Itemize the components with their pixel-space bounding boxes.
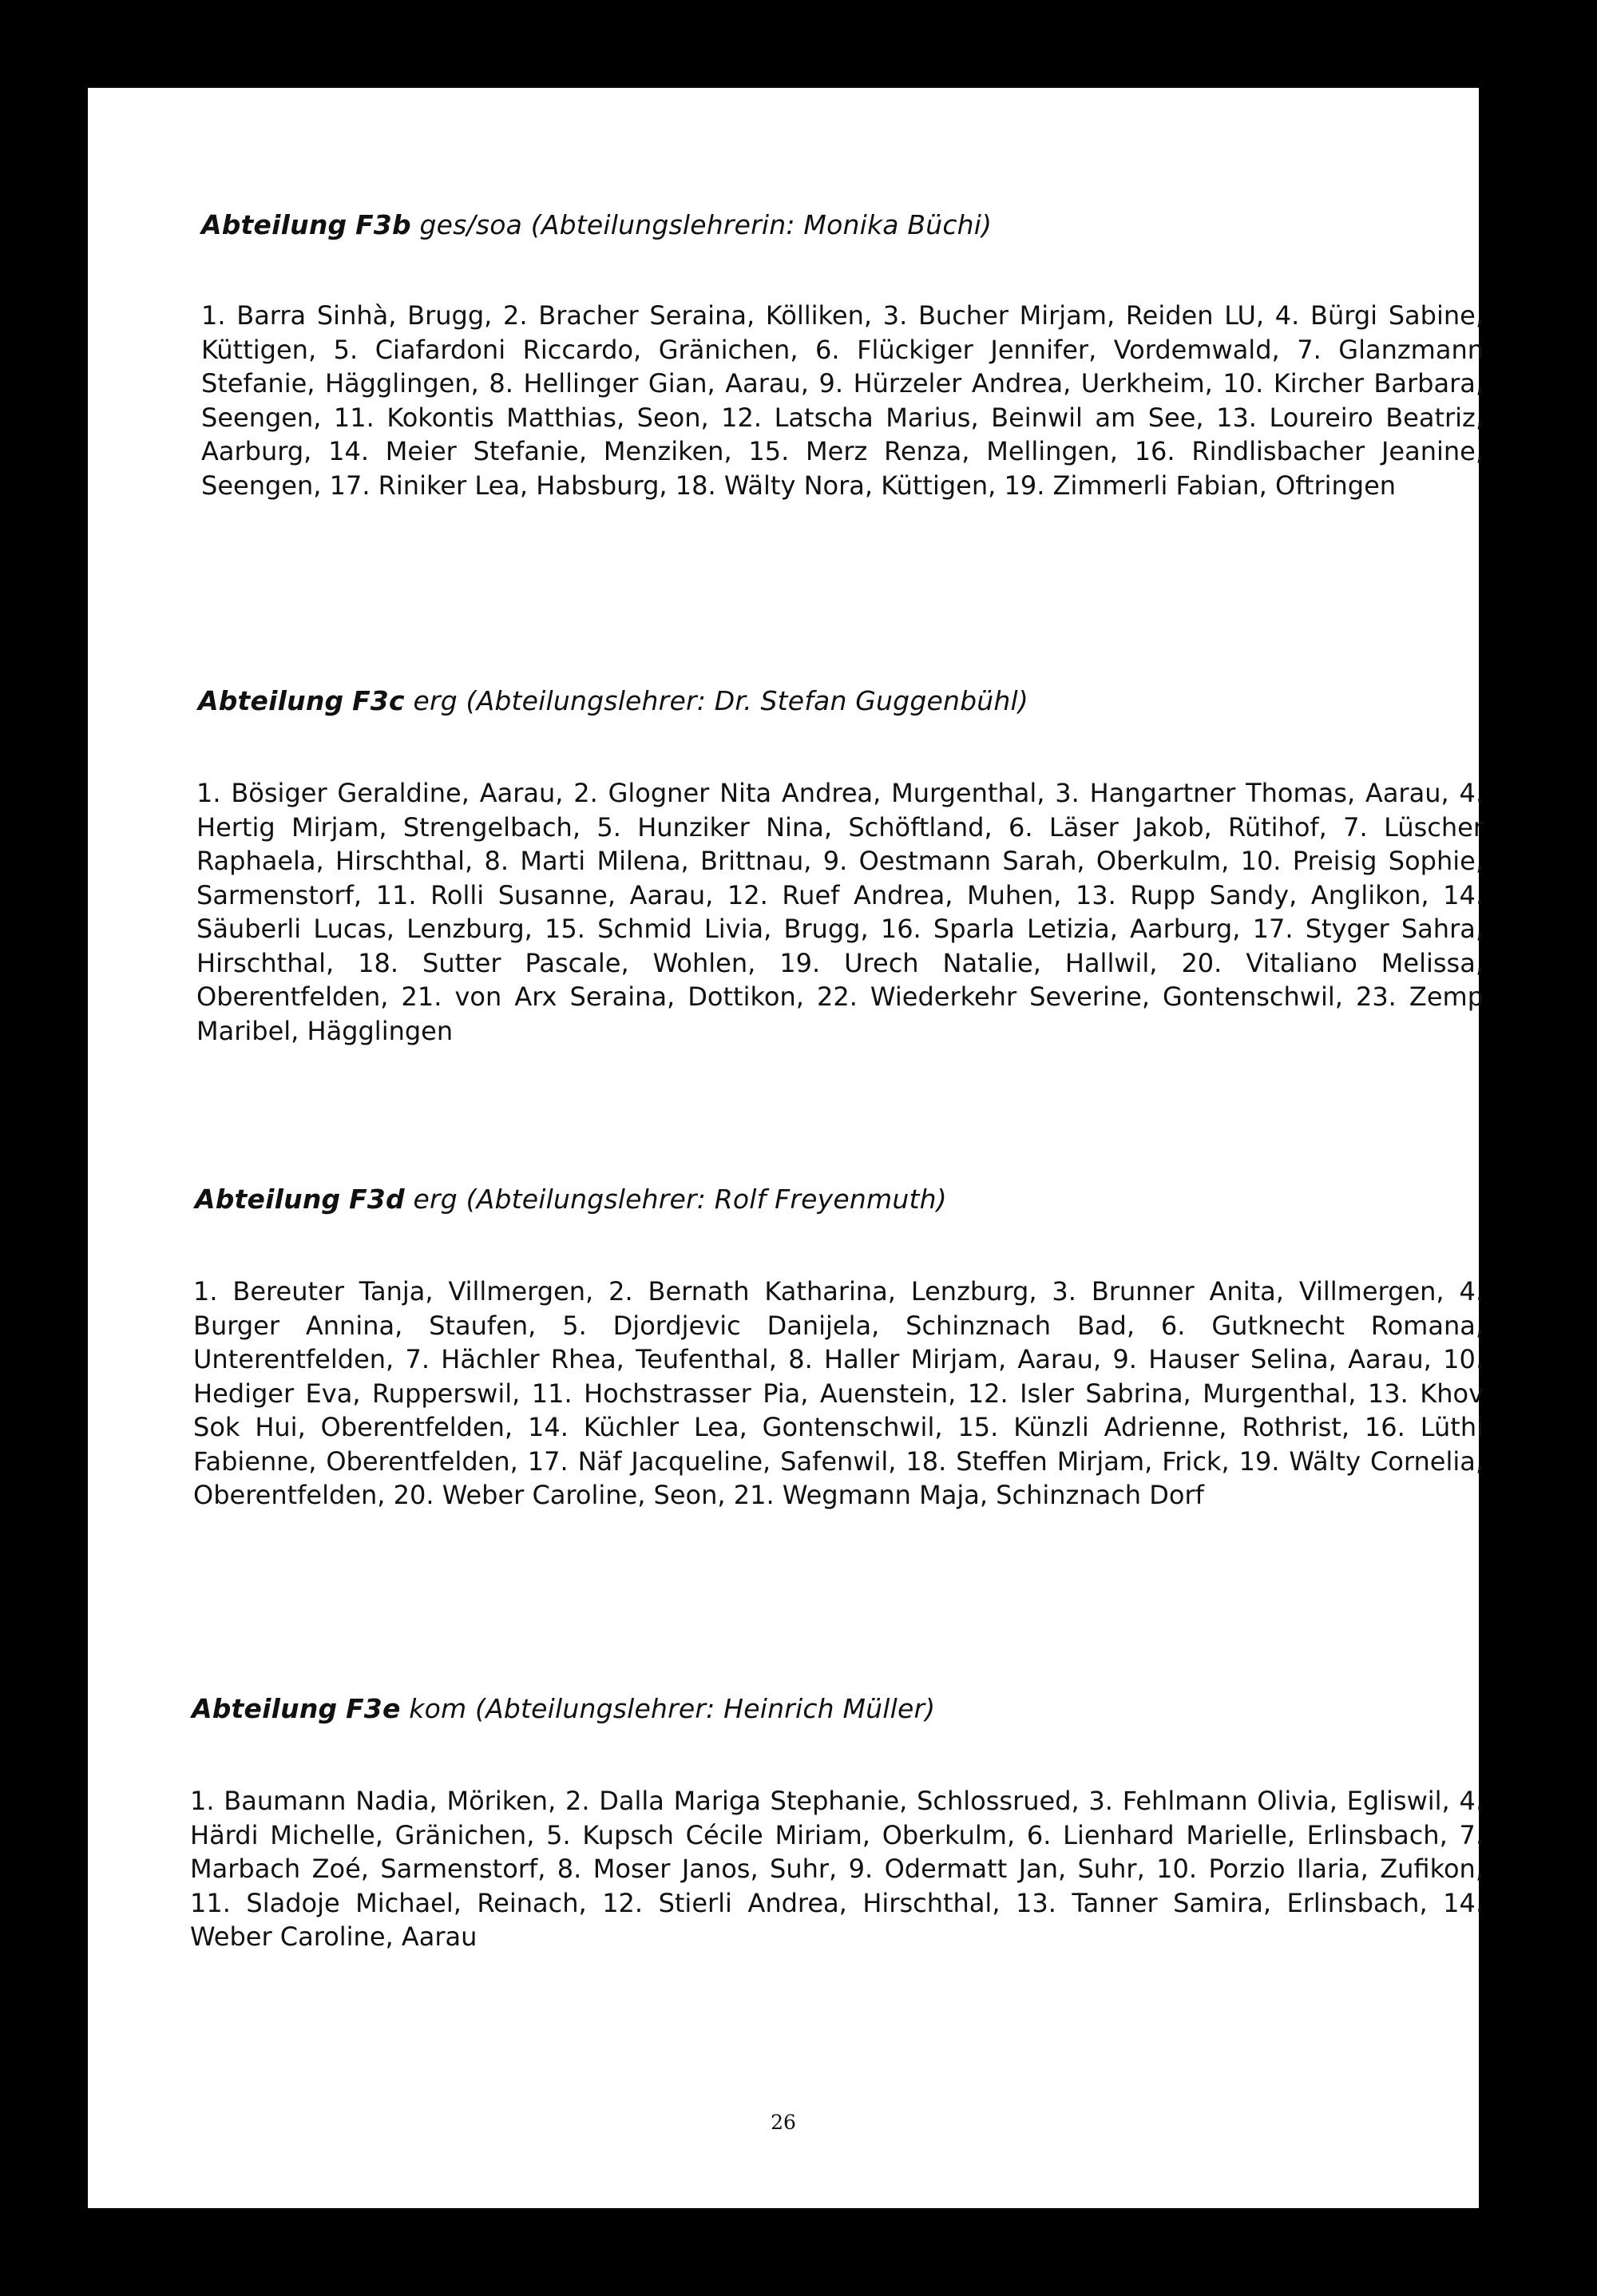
abteilung-label: Abteilung	[195, 1184, 341, 1215]
abteilung-label: Abteilung	[192, 1693, 338, 1724]
section-heading-f3d	[195, 1184, 947, 1215]
page-number: 26	[771, 2111, 796, 2134]
student-list-f3d: 1. Bereuter Tanja, Villmergen, 2. Bernath Katharina, Lenzburg, 3. Brunner Anita, Villmergen, 4. Burger Annina, Staufen, 5. Djordjevic Danijela, Schinznach Bad, 6. Gutknecht Romana, Unterentfelden, 7. Hächler Rhea, Teufenthal, 8. Haller Mirjam, Aarau, 9. Hauser Selina, Aarau, 10. Hediger Eva, Rupperswil, 11. Hochstrasser Pia, Auenstein, 12. Isler Sabrina, Murgenthal, 13. Khov Sok Hui, Oberentfelden, 14. Küchler Lea, Gontenschwil, 15. Künzli Adrienne, Rothrist, 16. Lüthi Fabienne, Oberentfelden, 17. Näf Jacqueline, Safenwil, 18. Steffen Mirjam, Frick, 19. Wälty Cornelia, Oberentfelden, 20. Weber Caroline, Seon, 21. Wegmann Maja, Schinznach Dorf	[193, 1276, 1484, 1510]
class-code: F3d	[349, 1184, 405, 1215]
student-list-f3b: 1. Barra Sinhà, Brugg, 2. Bracher Seraina, Kölliken, 3. Bucher Mirjam, Reiden LU, 4. Bürgi Sabine, Küttigen, 5. Ciafardoni Riccardo, Gränichen, 6. Flückiger Jennifer, Vordemwald, 7. Glanzmann Stefanie, Hägglingen, 8. Hellinger Gian, Aarau, 9. Hürzeler Andrea, Uerkheim, 10. Kircher Barbara, Seengen, 11. Kokontis Matthias, Seon, 12. Latscha Marius, Beinwil am See, 13. Loureiro Beatriz, Aarburg, 14. Meier Stefanie, Menziken, 15. Merz Renza, Mellingen, 16. Rindlisbacher Jeanine, Seengen, 17. Riniker Lea, Habsburg, 18. Wälty Nora, Küttigen, 19. Zimmerli Fabian, Oftringen	[201, 300, 1484, 501]
document-page	[88, 88, 1484, 2208]
class-description: erg (Abteilungslehrer: Dr. Stefan Guggenbühl)	[413, 685, 1028, 716]
class-code: F3c	[352, 685, 405, 716]
class-code: F3b	[355, 209, 411, 240]
student-list-f3c: 1. Bösiger Geraldine, Aarau, 2. Glogner Nita Andrea, Murgenthal, 3. Hangartner Thomas, Aarau, 4. Hertig Mirjam, Strengelbach, 5. Hunziker Nina, Schöftland, 6. Läser Jakob, Rütihof, 7. Lüscher Raphaela, Hirschthal, 8. Marti Milena, Brittnau, 9. Oestmann Sarah, Oberkulm, 10. Preisig Sophie, Sarmenstorf, 11. Rolli Susanne, Aarau, 12. Ruef Andrea, Muhen, 13. Rupp Sandy, Anglikon, 14. Säuberli Lucas, Lenzburg, 15. Schmid Livia, Brugg, 16. Sparla Letizia, Aarburg, 17. Styger Sahra, Hirschthal, 18. Sutter Pascale, Wohlen, 19. Urech Natalie, Hallwil, 20. Vitaliano Melissa, Oberentfelden, 21. von Arx Seraina, Dottikon, 22. Wiederkehr Severine, Gontenschwil, 23. Zemp Maribel, Hägglingen	[196, 778, 1484, 1046]
class-description: ges/soa (Abteilungslehrerin: Monika Büchi)	[419, 209, 993, 240]
abteilung-label: Abteilung	[198, 685, 344, 716]
class-code: F3e	[346, 1693, 401, 1724]
class-description: kom (Abteilungslehrer: Heinrich Müller)	[409, 1693, 936, 1724]
section-heading-f3e	[192, 1693, 935, 1724]
class-description: erg (Abteilungslehrer: Rolf Freyenmuth)	[413, 1184, 947, 1215]
section-heading-f3c	[198, 685, 1028, 716]
section-heading-f3b	[201, 209, 992, 240]
student-list-f3e: 1. Baumann Nadia, Möriken, 2. Dalla Mariga Stephanie, Schlossrued, 3. Fehlmann Olivia, Egliswil, 4. Härdi Michelle, Gränichen, 5. Kupsch Cécile Miriam, Oberkulm, 6. Lienhard Marielle, Erlinsbach, 7. Marbach Zoé, Sarmenstorf, 8. Moser Janos, Suhr, 9. Odermatt Jan, Suhr, 10. Porzio Ilaria, Zufikon, 11. Sladoje Michael, Reinach, 12. Stierli Andrea, Hirschthal, 13. Tanner Samira, Erlinsbach, 14. Weber Caroline, Aarau	[190, 1786, 1484, 1952]
abteilung-label: Abteilung	[201, 209, 347, 240]
